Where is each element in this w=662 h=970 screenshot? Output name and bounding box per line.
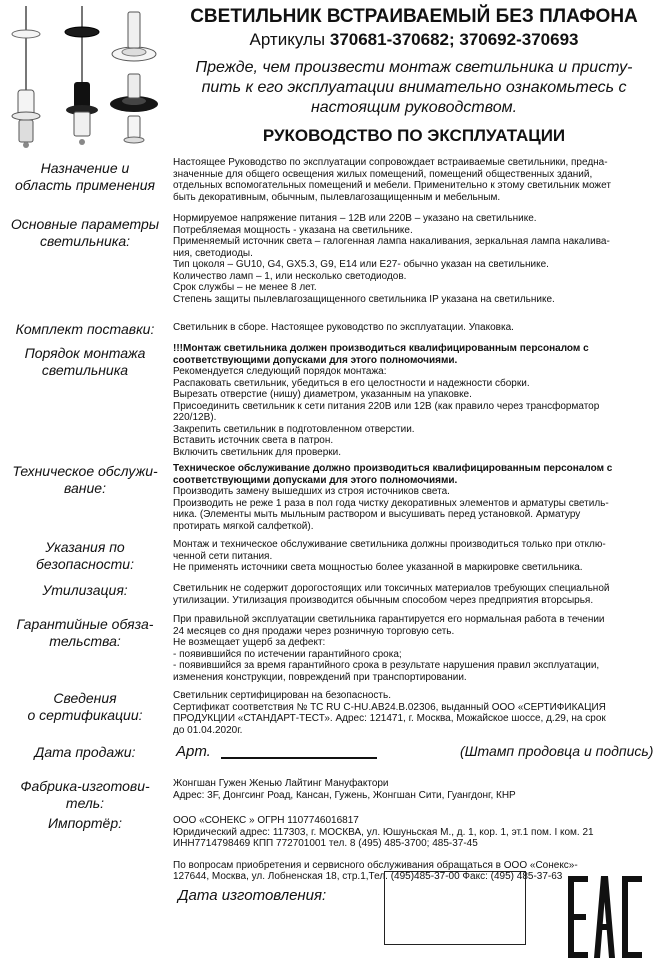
article-entry-line[interactable] xyxy=(221,757,377,759)
warning-line: настоящим руководством. xyxy=(310,99,518,116)
label-line: Указания по xyxy=(45,539,125,555)
section-text-certification xyxy=(173,690,657,736)
label-line: Дата продажи: xyxy=(34,744,136,760)
section-label-installation xyxy=(0,345,170,379)
text-line: ния, светодиоды. xyxy=(173,247,253,259)
text-line: Не применять источники света мощностью более указанной в маркировке светильника. xyxy=(173,562,583,573)
text-line: Нормируемое напряжение питания – 12В или 220В – указано на светильнике. xyxy=(173,213,537,224)
label-line: область применения xyxy=(14,177,156,193)
section-label-certification xyxy=(0,690,170,724)
text-line: ченной сети питания. xyxy=(173,550,273,562)
section-label-importer xyxy=(0,815,170,832)
manufacture-date-label: Дата изготовления: xyxy=(178,887,327,904)
text-line: Светильник не содержит дорогостоящих или токсичных материалов требующих специальной xyxy=(173,583,610,594)
section-label-disposal xyxy=(0,582,170,599)
text-line: Степень защиты пылевлагозащищенного светильника IP указана на светильнике. xyxy=(173,293,555,305)
section-text-disposal xyxy=(173,583,657,606)
text-line: Адрес: 3F, Донгсинг Роад, Кансан, Гужень, Жонгшан Сити, Гуангдонг, КНР xyxy=(173,789,516,801)
text-line: Сертификат соответствия № ТС RU C-HU.АВ24.В.02306, выданный ООО «СЕРТИФИКАЦИЯ xyxy=(173,701,606,713)
label-line: Техническое обслужи- xyxy=(12,463,158,479)
section-text-manufacturer xyxy=(173,778,657,801)
text-line: Применяемый источник света – галогенная лампа накаливания, зеркальная лампа накалива- xyxy=(173,236,610,247)
section-label-kit xyxy=(0,321,170,338)
label-line: Импортёр: xyxy=(47,815,122,831)
section-label-safety xyxy=(0,539,170,573)
manufacture-date-box[interactable] xyxy=(384,871,526,945)
text-line: - появившийся за время гарантийного срока в результате нарушения правил эксплуатации, xyxy=(173,660,600,671)
label-line: Гарантийные обяза- xyxy=(16,616,154,632)
text-line: Производить замену вышедших из строя источников света. xyxy=(173,486,450,497)
text-line: Светильник сертифицирован на безопасность. xyxy=(173,690,391,701)
label-line: тельства: xyxy=(49,633,121,649)
section-text-installation xyxy=(173,343,657,458)
section-text-warranty xyxy=(173,614,657,683)
text-line: Рекомендуется следующий порядок монтажа: xyxy=(173,366,387,377)
label-line: Комплект поставки: xyxy=(15,321,155,337)
eac-mark-icon xyxy=(566,872,644,962)
section-text-maintenance xyxy=(173,463,657,532)
text-line: ПРОДУКЦИИ «СТАНДАРТ-ТЕСТ». Адрес: 121471, г. Москва, Можайское шоссе, д.29, на срок xyxy=(173,713,606,724)
warning-line: Прежде, чем произвести монтаж светильника и присту- xyxy=(195,59,633,76)
text-line: Распаковать светильник, убедиться в его целостности и надежности сборки. xyxy=(173,377,530,389)
label-line: Основные параметры xyxy=(10,216,160,232)
text-line: 24 месяцев со дня продажи через розничную торговую сеть. xyxy=(173,625,455,637)
section-text-parameters xyxy=(173,213,657,305)
manual-title: РУКОВОДСТВО ПО ЭКСПЛУАТАЦИИ xyxy=(262,126,566,145)
document-title: СВЕТИЛЬНИК ВСТРАИВАЕМЫЙ БЕЗ ПЛАФОНА xyxy=(190,6,638,27)
text-line: 220/12В). xyxy=(173,412,217,423)
section-label-parameters xyxy=(0,216,170,250)
label-line: Сведения xyxy=(53,690,117,706)
text-line: Количество ламп – 1, или несколько светодиодов. xyxy=(173,270,407,282)
text-line: Юридический адрес: 117303, г. МОСКВА, ул. Юшуньская М., д. 1, кор. 1, эт.1 пом. I ком. 21 xyxy=(173,826,594,838)
stamp-note: (Штамп продовца и подпись) xyxy=(460,743,654,759)
text-line: По вопросам приобретения и сервисного обслуживания обращаться в ООО «Сонекс»- xyxy=(173,859,578,871)
text-line: Не возмещает ущерб за дефект: xyxy=(173,637,326,648)
article-label: Арт. xyxy=(176,743,211,760)
text-line: Вставить источник света в патрон. xyxy=(173,435,334,446)
text-line: отдельных вспомогательных помещений и мебели. Применительно к этому светильник может xyxy=(173,180,611,191)
articles-prefix: Артикулы xyxy=(249,30,326,49)
text-line: соответствующими допусками для этого полномочиями. xyxy=(173,474,458,486)
section-label-sale-date xyxy=(0,744,170,761)
text-line: значенные для общего освещения жилых помещений, помещений общественных зданий, xyxy=(173,168,593,180)
text-line: Потребляемая мощность - указана на светильнике. xyxy=(173,224,413,236)
text-line: Жонгшан Гужен Женью Лайтинг Мануфактори xyxy=(173,778,389,789)
section-label-manufacturer xyxy=(0,778,170,812)
text-line: до 01.04.2020г. xyxy=(173,724,243,736)
label-line: Фабрика-изготови- xyxy=(20,778,150,794)
product-illustration xyxy=(4,4,164,150)
text-line: ООО «СОНЕКС » ОГРН 1107746016817 xyxy=(173,815,359,826)
label-line: Порядок монтажа xyxy=(24,345,146,361)
text-line: Включить светильник для проверки. xyxy=(173,446,342,458)
section-label-warranty xyxy=(0,616,170,650)
section-text-safety xyxy=(173,539,657,574)
text-line: Срок службы – не менее 8 лет. xyxy=(173,282,317,293)
label-line: Утилизация: xyxy=(42,582,128,598)
text-line: Вырезать отверстие (нишу) диаметром, указанным на упаковке. xyxy=(173,389,472,400)
text-line: соответствующими допусками для этого полномочиями. xyxy=(173,354,458,366)
text-line: Светильник в сборе. Настоящее руководство по эксплуатации. Упаковка. xyxy=(173,322,514,333)
section-label-maintenance xyxy=(0,463,170,497)
text-line: протирать мягкой салфеткой). xyxy=(173,520,314,532)
text-line: изменения конструкции, повреждений при транспортировании. xyxy=(173,671,467,683)
text-line: утилизации. Утилизация производится обычным способом через предприятия вторсырья. xyxy=(173,594,594,606)
article-numbers xyxy=(170,30,658,50)
text-line: быть декоративным, обычным, пылевлагозащищенным и мебельным. xyxy=(173,191,501,203)
warning-note xyxy=(170,58,658,118)
text-line: При правильной эксплуатации светильника гарантируется его нормальная работа в течении xyxy=(173,614,605,625)
text-line: ИНН7714798469 КПП 772701001 тел. 8 (495) 485-3700; 485-37-45 xyxy=(173,838,478,849)
label-line: Назначение и xyxy=(40,160,130,176)
label-line: о сертификации: xyxy=(27,707,143,723)
section-label-purpose xyxy=(0,160,170,194)
text-line: Присоединить светильник к сети питания 220В или 12В (как правило через трансформатор xyxy=(173,400,600,412)
label-line: безопасности: xyxy=(36,556,134,572)
text-line: Тип цоколя – GU10, G4, GX5.3, G9, E14 или E27- обычно указан на светильнике. xyxy=(173,259,549,270)
text-line xyxy=(173,850,657,860)
label-line: вание: xyxy=(64,480,106,496)
text-line: Настоящее Руководство по эксплуатации сопровождает встраиваемые светильники, предна- xyxy=(173,157,608,168)
text-line: ника. (Элементы мыть мыльным раствором и высушивать перед установкой. Арматуру xyxy=(173,509,581,520)
label-line: светильника: xyxy=(39,233,131,249)
text-line: 127644, Москва, ул. Лобненская 18, стр.1,Тел. (495)485-37-00 Факс: (495) 485-37-63 xyxy=(173,871,563,882)
warning-line: пить к его эксплуатации внимательно ознакомьтесь с xyxy=(201,79,627,96)
text-line: !!!Монтаж светильника должен производиться квалифицированным персоналом с xyxy=(173,343,589,354)
text-line: Техническое обслуживание должно производиться квалифицированным персоналом с xyxy=(173,463,613,474)
label-line: тель: xyxy=(65,795,105,811)
label-line: светильника xyxy=(41,362,129,378)
text-line: Монтаж и техническое обслуживание светильника должны производиться только при отклю- xyxy=(173,539,606,550)
text-line: Закрепить светильник в подготовленном отверстии. xyxy=(173,423,415,435)
text-line: - появившийся по истечении гарантийного срока; xyxy=(173,648,402,660)
section-text-purpose xyxy=(173,157,657,203)
text-line: Производить не реже 1 раза в пол года чистку декоративных элементов и арматуры светиль- xyxy=(173,497,609,509)
section-text-kit xyxy=(173,322,657,334)
articles-numbers: 370681-370682; 370692-370693 xyxy=(329,30,579,49)
